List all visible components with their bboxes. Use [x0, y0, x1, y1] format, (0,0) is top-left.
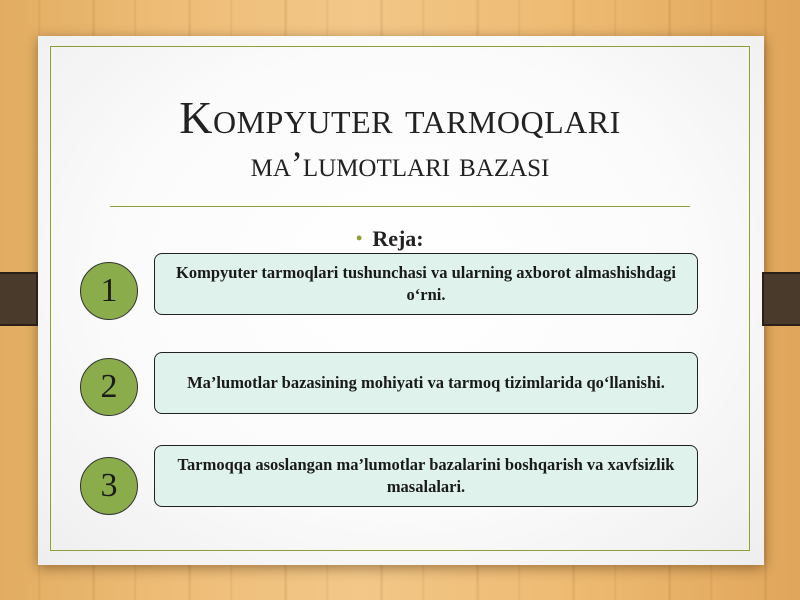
title-line-2: ma’lumotlari bazasi — [250, 144, 550, 184]
bullet-icon: • — [356, 228, 363, 248]
title-divider — [110, 206, 690, 207]
plan-heading-text: Reja: — [372, 226, 424, 251]
binder-clip-left — [0, 272, 38, 326]
plan-item-2: Ma’lumotlar bazasining mohiyati va tarmoq tizimlarida qo‘llanishi. — [154, 352, 698, 414]
plan-item-1: Kompyuter tarmoqlari tushunchasi va ularning axborot almashishdagi o‘rni. — [154, 253, 698, 315]
item-number-badge-1: 1 — [80, 262, 138, 320]
plan-item-3: Tarmoqqa asoslangan ma’lumotlar bazalarini boshqarish va xavfsizlik masalalari. — [154, 445, 698, 507]
item-number-badge-3: 3 — [80, 457, 138, 515]
plan-heading — [356, 226, 424, 252]
binder-clip-right — [762, 272, 800, 326]
title-line-1: Kompyuter tarmoqlari — [179, 92, 621, 143]
slide-title — [110, 92, 690, 187]
item-number-badge-2: 2 — [80, 358, 138, 416]
